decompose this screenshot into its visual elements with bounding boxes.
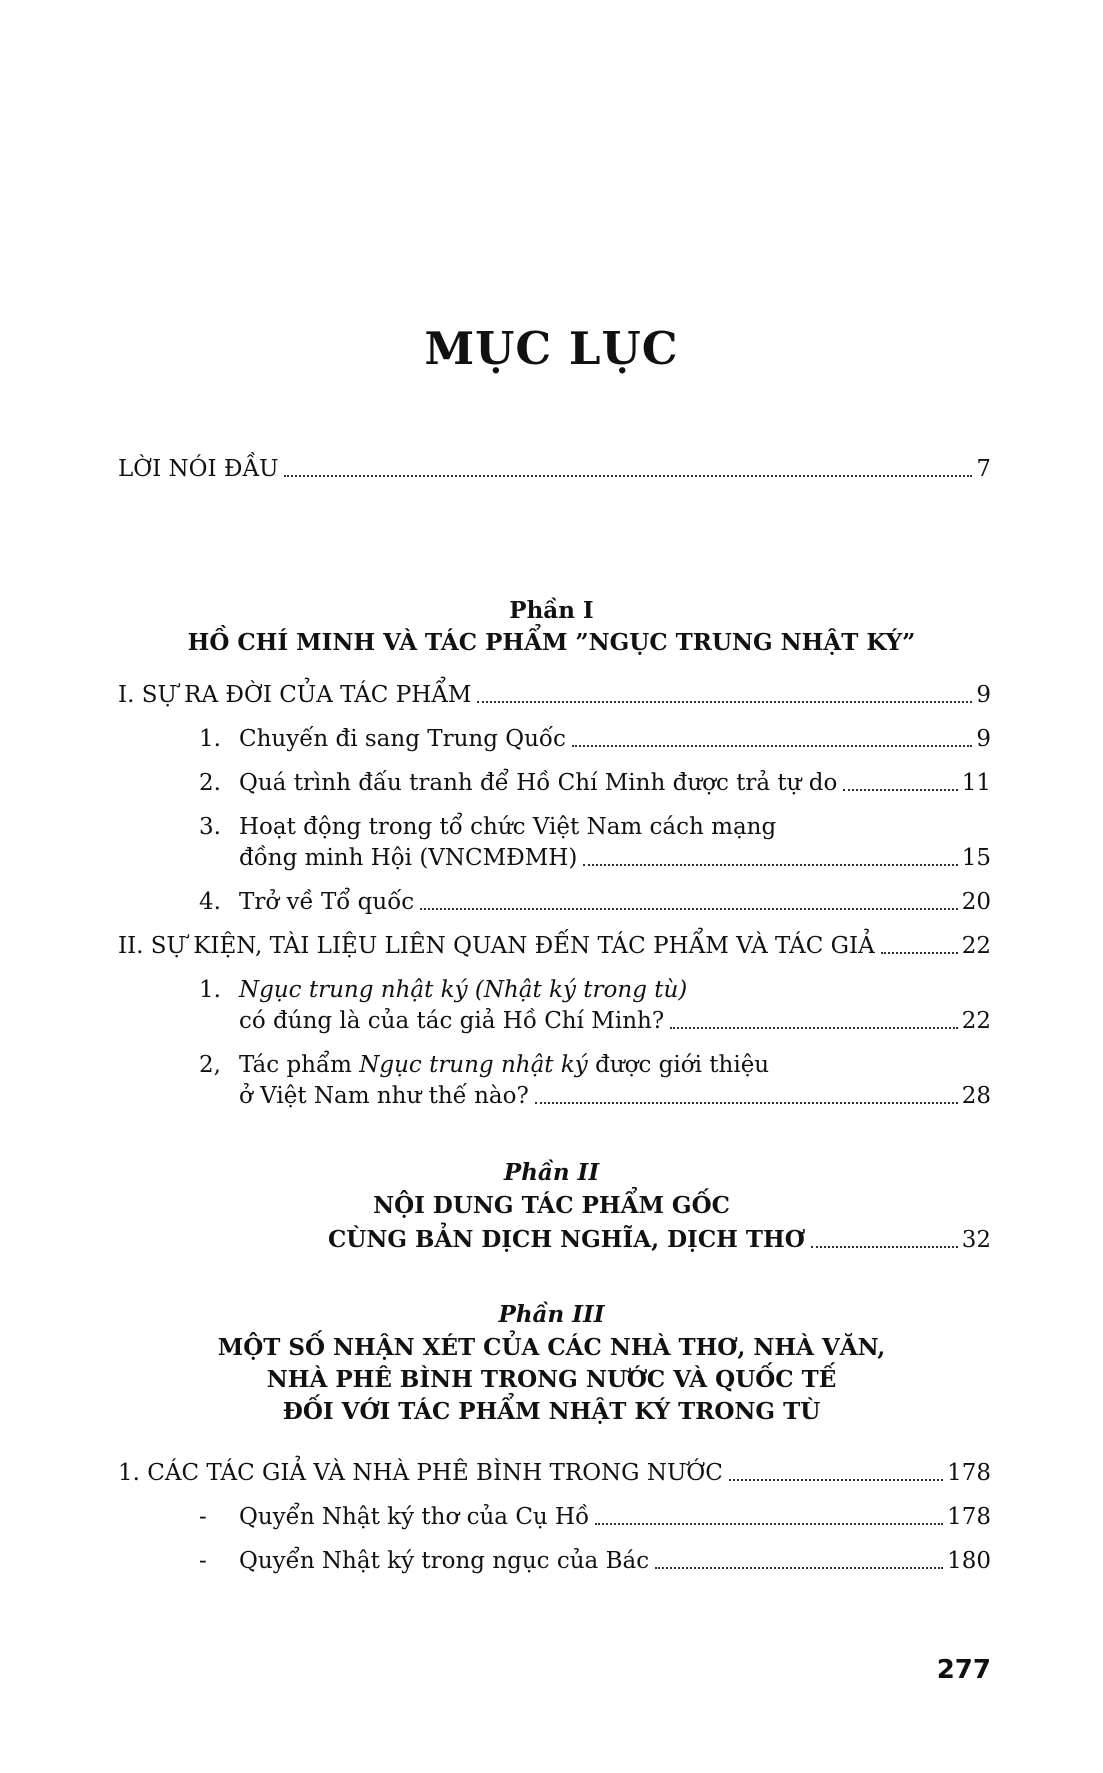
toc-entry-label: Hoạt động trong tổ chức Việt Nam cách mạng <box>239 814 777 840</box>
toc-entry-page: 178 <box>947 1504 991 1530</box>
page-title: MỤC LỤC <box>424 322 679 375</box>
dot-leader <box>477 701 972 703</box>
toc-entry-page: 180 <box>947 1548 991 1574</box>
toc-item-line1 <box>199 975 991 1005</box>
toc-entry-label: Trở về Tổ quốc <box>239 889 415 915</box>
toc-item <box>199 724 991 754</box>
toc-item <box>199 768 991 798</box>
toc-entry-part-2 <box>328 1225 991 1255</box>
dot-leader <box>420 908 958 910</box>
item-number: 2, <box>199 1052 221 1078</box>
dot-leader <box>284 475 972 477</box>
toc-entry-label: Ngục trung nhật ký (Nhật ký trong tù) <box>239 977 688 1003</box>
label-part: Tác phẩm <box>239 1052 360 1078</box>
toc-item-line2 <box>239 1006 991 1036</box>
dot-leader <box>655 1567 943 1569</box>
toc-entry-label <box>239 1050 769 1080</box>
toc-entry-foreword <box>118 454 991 484</box>
toc-entry-label: I. SỰ RA ĐỜI CỦA TÁC PHẨM <box>118 682 472 708</box>
item-bullet: - <box>199 1548 207 1574</box>
item-number: 4. <box>199 889 221 915</box>
page-number: 277 <box>936 1655 991 1685</box>
item-number: 1. <box>199 726 221 752</box>
toc-entry-page: 15 <box>961 845 991 871</box>
item-number: 1. <box>199 977 221 1003</box>
toc-entry-page: 28 <box>961 1083 991 1109</box>
toc-item-line1 <box>199 812 991 842</box>
toc-entry-label: II. SỰ KIỆN, TÀI LIỆU LIÊN QUAN ĐẾN TÁC PHẨM VÀ TÁC GIẢ <box>118 933 875 959</box>
dot-leader <box>729 1479 943 1481</box>
item-number: 3. <box>199 814 221 840</box>
toc-entry-label: LỜI NÓI ĐẦU <box>118 456 279 482</box>
dot-leader <box>811 1246 958 1248</box>
toc-entry-label: ở Việt Nam như thế nào? <box>239 1083 529 1109</box>
toc-item <box>199 1546 991 1576</box>
toc-entry-label: 1. CÁC TÁC GIẢ VÀ NHÀ PHÊ BÌNH TRONG NƯỚC <box>118 1460 723 1486</box>
part-3-title-line1: MỘT SỐ NHẬN XÉT CỦA CÁC NHÀ THƠ, NHÀ VĂN, <box>217 1334 886 1361</box>
toc-item-line1 <box>199 1050 991 1080</box>
toc-entry-page: 178 <box>947 1460 991 1486</box>
toc-entry-page: 9 <box>976 682 991 708</box>
part-3-title-line2: NHÀ PHÊ BÌNH TRONG NƯỚC VÀ QUỐC TẾ <box>266 1366 837 1393</box>
dot-leader <box>583 864 957 866</box>
part-3-heading: Phần III <box>498 1301 605 1328</box>
toc-entry-page: 32 <box>961 1227 991 1253</box>
work-title: Ngục trung nhật ký <box>359 1052 588 1078</box>
toc-entry-label: Quá trình đấu tranh để Hồ Chí Minh được trả tự do <box>239 770 838 796</box>
toc-item <box>199 1502 991 1532</box>
part-3-title-line3: ĐỐI VỚI TÁC PHẨM NHẬT KÝ TRONG TÙ <box>282 1398 821 1425</box>
toc-entry-page: 22 <box>961 933 991 959</box>
toc-entry-page: 22 <box>961 1008 991 1034</box>
toc-item-line2 <box>239 1081 991 1111</box>
item-bullet: - <box>199 1504 207 1530</box>
toc-entry-label: Chuyến đi sang Trung Quốc <box>239 726 566 752</box>
toc-entry-label: Quyển Nhật ký thơ của Cụ Hồ <box>239 1504 590 1530</box>
label-part: được giới thiệu <box>587 1052 770 1078</box>
toc-entry-label: CÙNG BẢN DỊCH NGHĨA, DỊCH THƠ <box>328 1226 805 1253</box>
dot-leader <box>881 952 958 954</box>
toc-entry-page: 9 <box>976 726 991 752</box>
toc-entry-page: 7 <box>976 456 991 482</box>
part-1-heading: Phần I <box>509 597 594 624</box>
toc-item <box>199 887 991 917</box>
dot-leader <box>595 1523 943 1525</box>
toc-entry-label: Quyển Nhật ký trong ngục của Bác <box>239 1548 650 1574</box>
part-2-heading: Phần II <box>503 1159 600 1186</box>
toc-entry-label: có đúng là của tác giả Hồ Chí Minh? <box>239 1008 665 1034</box>
toc-section-3-1 <box>118 1458 991 1488</box>
dot-leader <box>670 1027 958 1029</box>
part-1-title: HỒ CHÍ MINH VÀ TÁC PHẨM ”NGỤC TRUNG NHẬT KÝ” <box>187 629 916 656</box>
dot-leader <box>535 1102 958 1104</box>
toc-entry-page: 20 <box>961 889 991 915</box>
toc-section-2 <box>118 931 991 961</box>
toc-entry-label: đồng minh Hội (VNCMĐMH) <box>239 845 578 871</box>
part-2-title-line1: NỘI DUNG TÁC PHẨM GỐC <box>373 1192 730 1219</box>
item-number: 2. <box>199 770 221 796</box>
dot-leader <box>843 789 957 791</box>
toc-section-1 <box>118 680 991 710</box>
toc-entry-page: 11 <box>961 770 991 796</box>
toc-item-line2 <box>239 843 991 873</box>
dot-leader <box>572 745 972 747</box>
